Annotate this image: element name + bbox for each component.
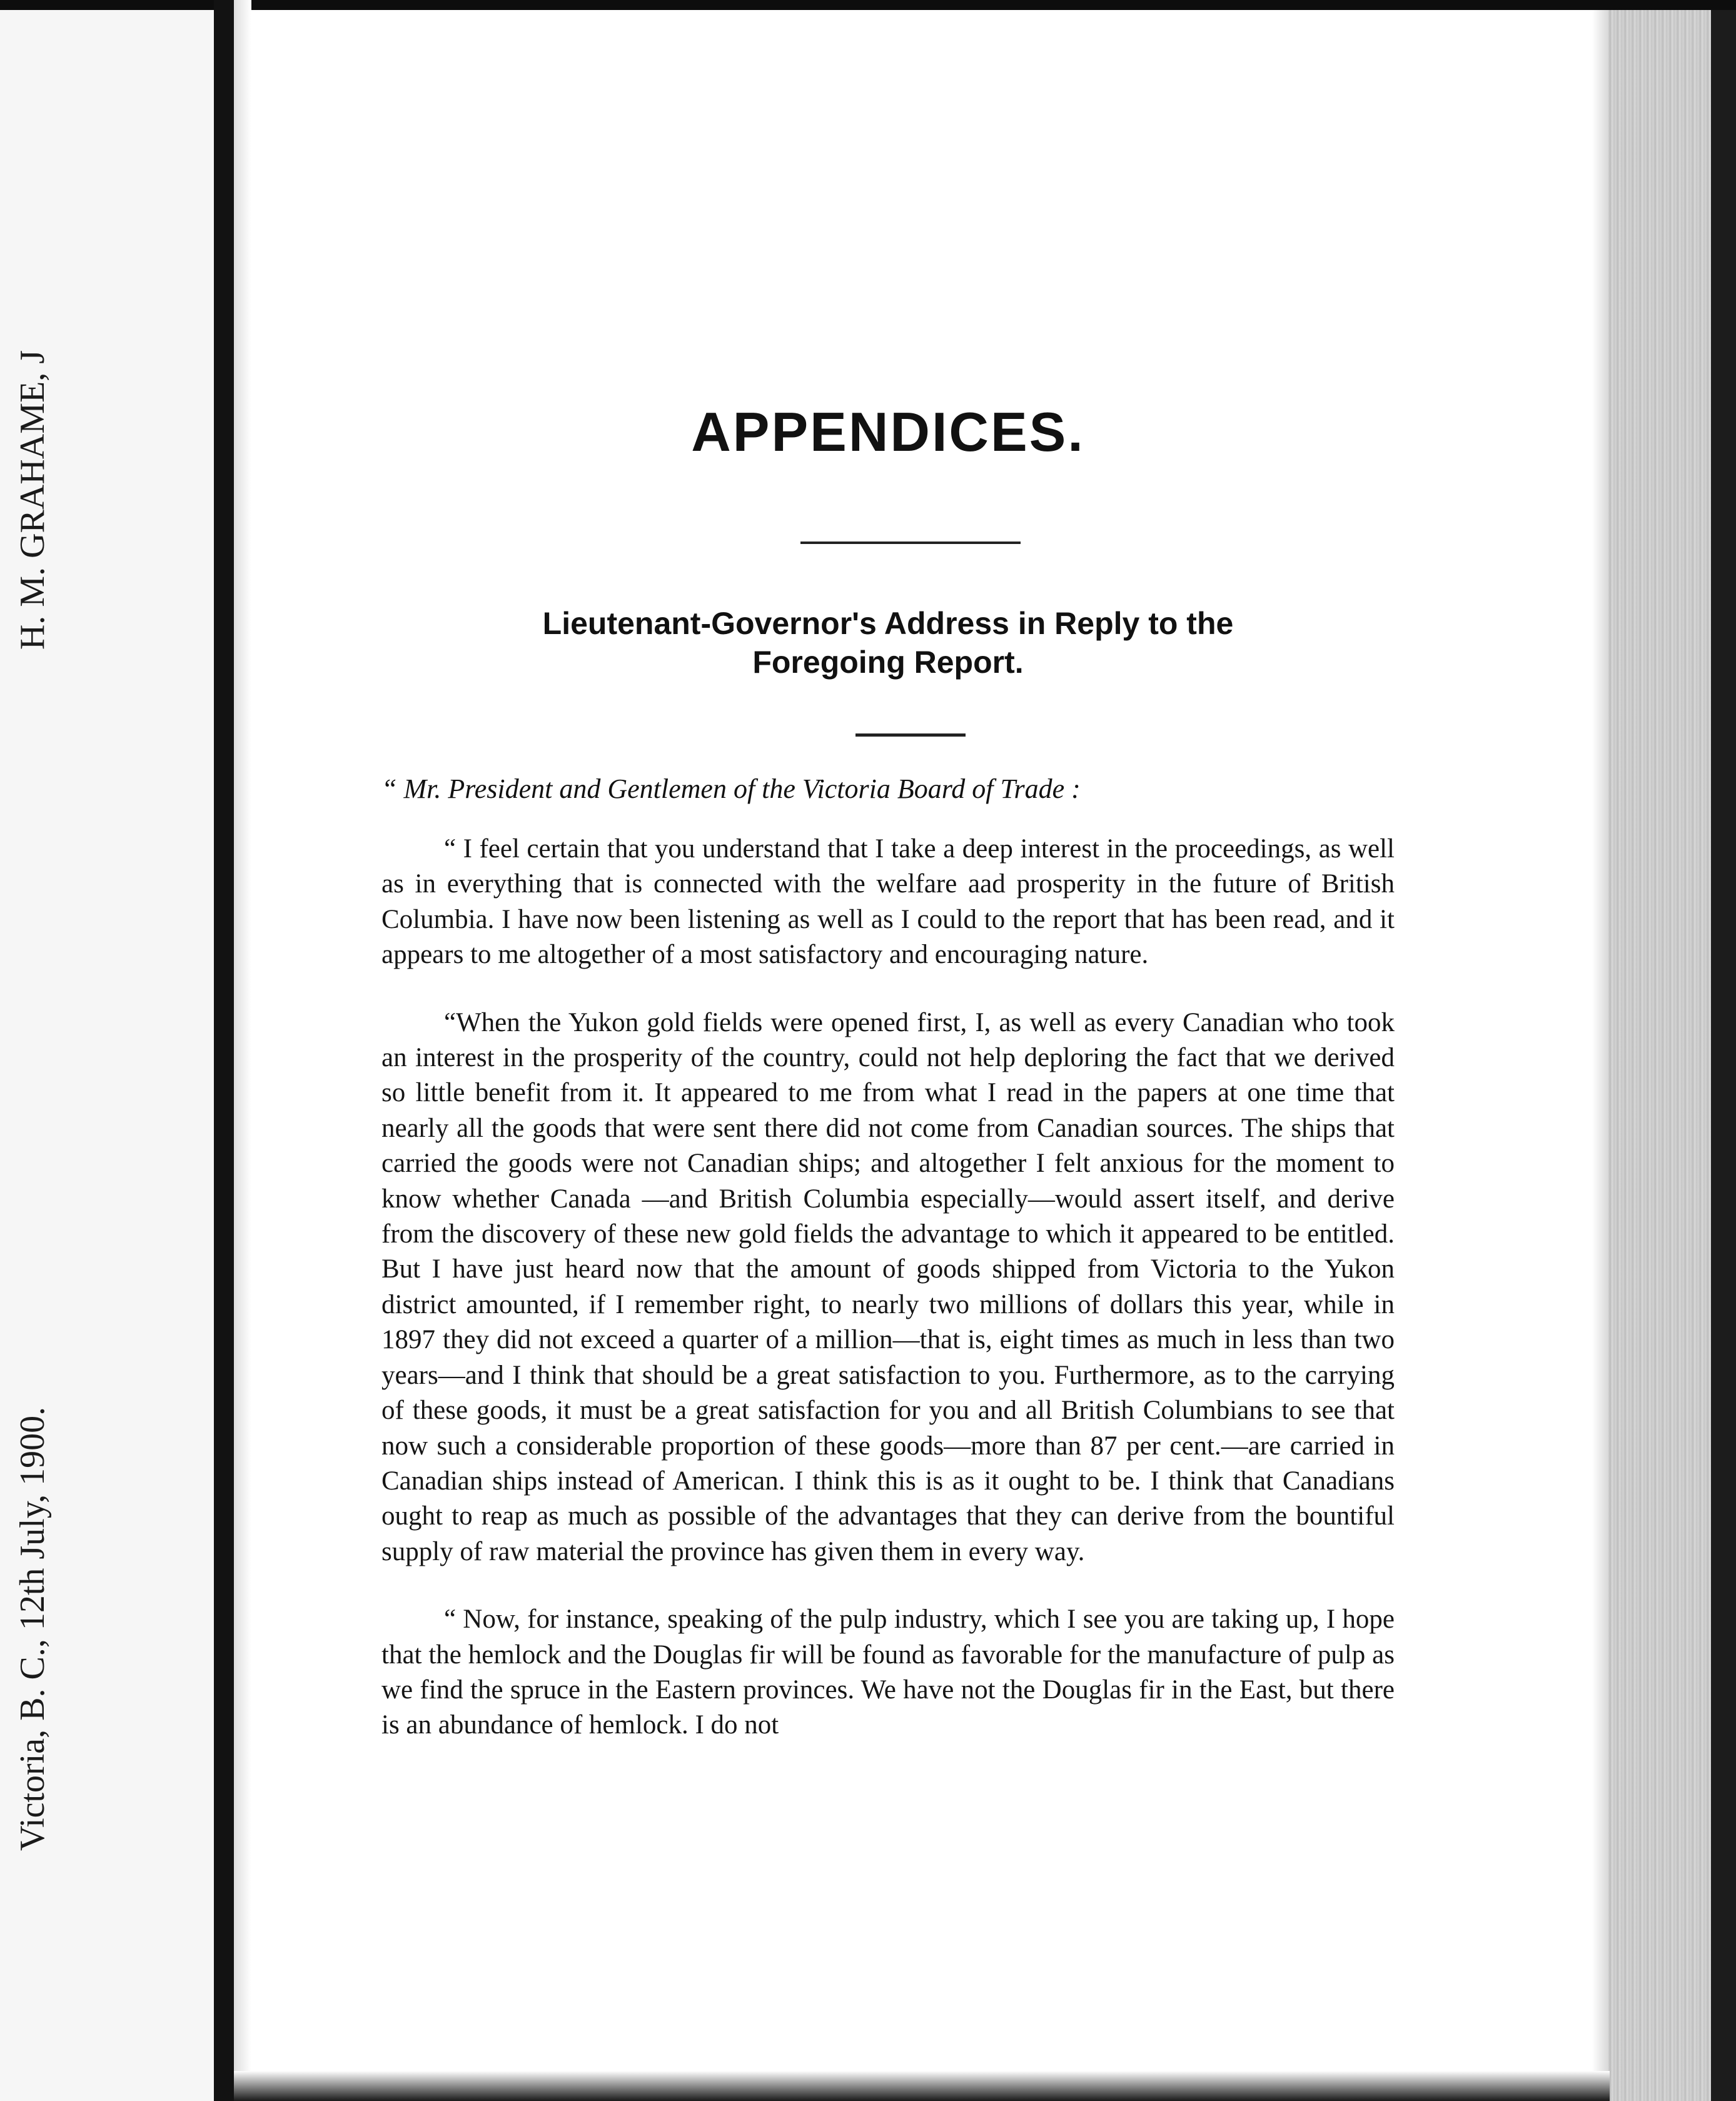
- book-spine: [214, 0, 234, 2101]
- scan-right-edge: [1711, 10, 1736, 2101]
- paragraph: “When the Yukon gold fields were opened first, I, as well as every Canadian who took an interest in the prosperity of the country, could not help deploring the fact that we derived so little benefit from it. It appeared to me from what I read in the papers at one time that nearly all the goods that were sent there did not come from Canadian sources. The ships that carried the goods were not Canadian ships; and altogether I felt anxious for the moment to know whether Canada —and British Columbia especially—would assert itself, and derive from the discovery of these new gold fields the advantage to which it appeared to be entitled. But I have just heard now that the amount of goods shipped from Victoria to the Yukon district amounted, if I remember right, to nearly two millions of dollars this year, while in 1897 they did not exceed a quarter of a million—that is, eight times as much in less than two years—and I think that should be a great satisfaction to you. Furthermore, as to the carrying of these goods, it must be a great satisfaction for you and all British Columbians to see that now such a considerable proportion of these goods—more than 87 per cent.—are carried in Canadian ships instead of American. I think this is as it ought to be. I think that Canadians ought to reap as much as possible of the advantages that they can derive from the bountiful supply of raw material the province has given them in every way.: [381, 1007, 1395, 1566]
- left-page-cut-text: H. M. GRAHAME, J: [13, 350, 52, 650]
- scan-bottom-edge: [234, 2071, 1610, 2101]
- left-page-vertical-text: [13, 350, 53, 1851]
- left-page-running-text: [13, 350, 53, 1851]
- body-text: [381, 832, 1395, 1776]
- section-heading: [381, 604, 1395, 682]
- section-heading-line-2: Foregoing Report.: [752, 645, 1024, 680]
- section-heading-line-1: Lieutenant-Governor's Address in Reply to the: [542, 606, 1234, 641]
- heading-divider: [855, 733, 966, 737]
- paragraph: “ Now, for instance, speaking of the pulp industry, which I see you are taking up, I hope that the hemlock and the Douglas fir will be found as favorable for the manufacture of pulp as we find the spruce in the Eastern provinces. We have not the Douglas fir in the East, but there is an abundance of hemlock. I do not: [381, 1605, 1395, 1740]
- page-edge-shadow: [1592, 10, 1608, 2101]
- paragraph: “ I feel certain that you understand that I take a deep interest in the proceedings, as well as in everything that is connected with the welfare aad prosperity in the future of British Columbia. I have now been listening as well as I could to the report that has been read, and it appears to me altogether of a most satisfactory and encouraging nature.: [381, 834, 1395, 970]
- scan-top-edge: [0, 0, 1736, 10]
- salutation: “ Mr. President and Gentlemen of the Victoria Board of Trade :: [381, 773, 1081, 804]
- left-page-date-line: Victoria, B. C., 12th July, 1900.: [13, 1406, 52, 1851]
- spine-shadow: [234, 0, 251, 2101]
- title-divider: [800, 542, 1021, 544]
- page-title: APPENDICES.: [691, 401, 1085, 463]
